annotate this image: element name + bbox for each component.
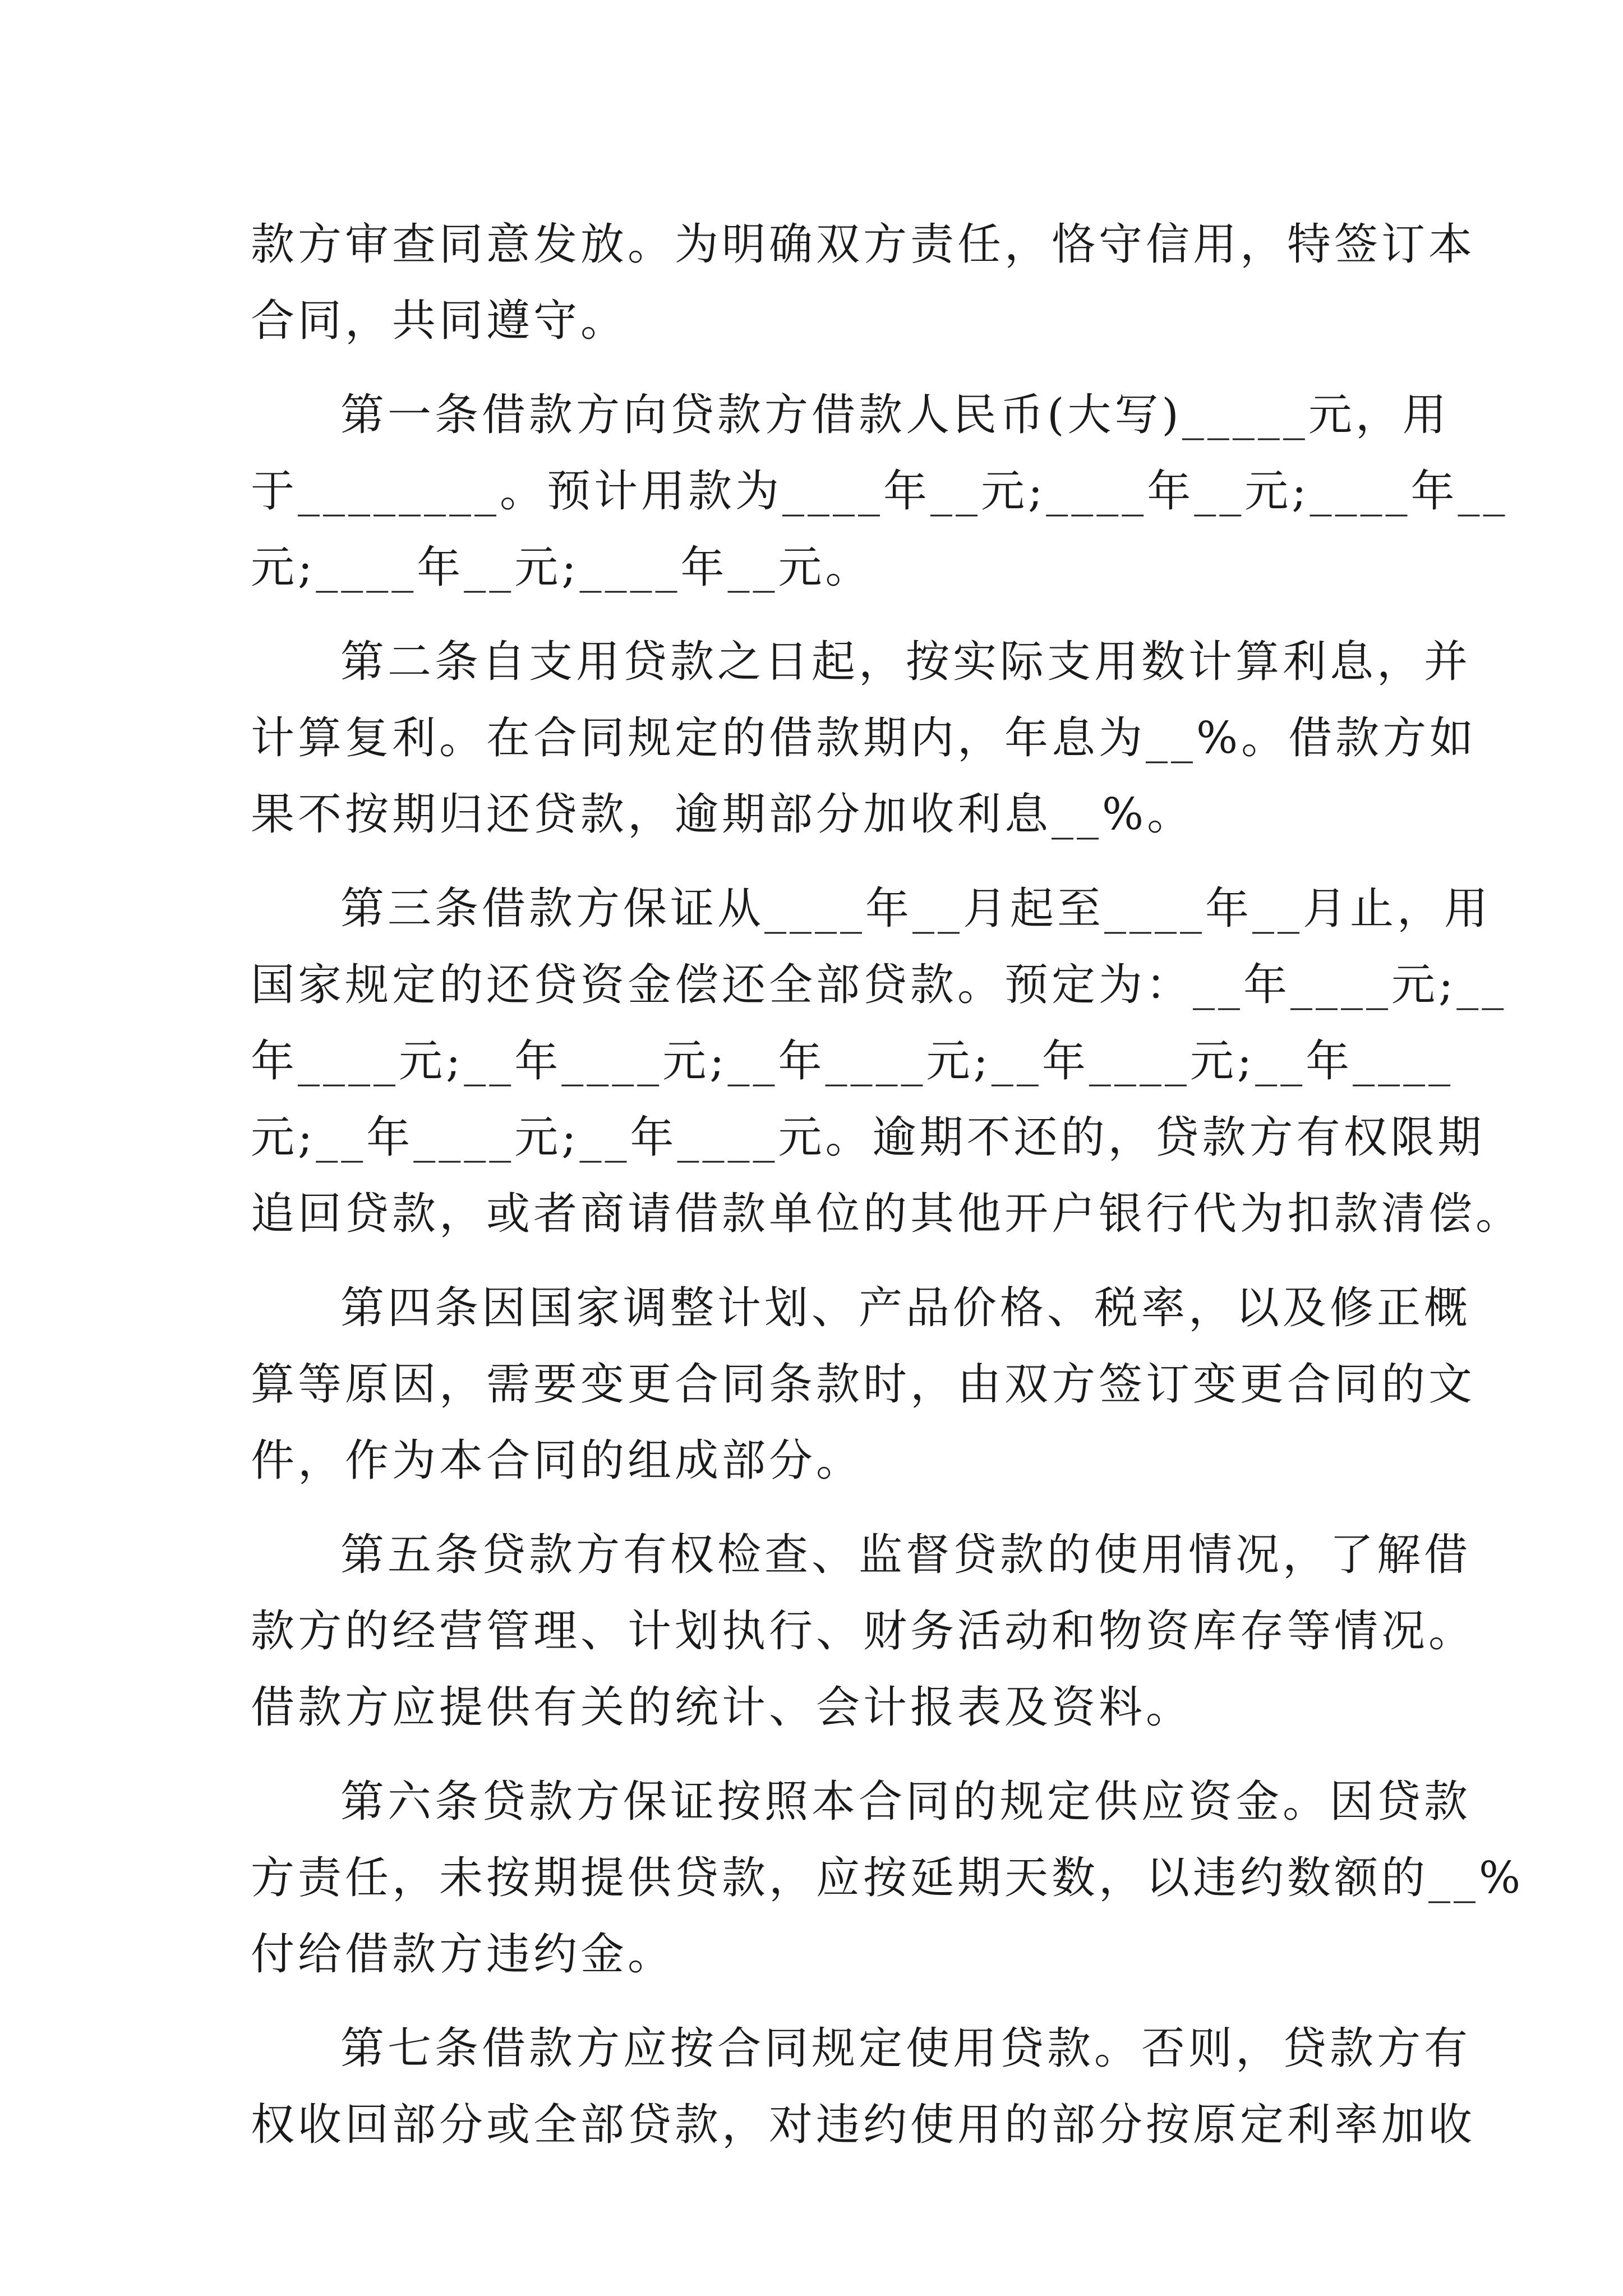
text-line: 第三条借款方保证从____年__月起至____年__月止，用	[340, 884, 1492, 934]
document-body	[251, 206, 1524, 2163]
text-line: 第四条因国家调整计划、产品价格、税率，以及修正概	[340, 1283, 1472, 1333]
paragraph	[251, 377, 1509, 606]
text-line: 第一条借款方向贷款方借款人民币(大写)_____元，用	[340, 390, 1450, 440]
paragraph	[251, 871, 1523, 1252]
text-line: 追回贷款，或者商请借款单位的其他开户银行代为扣款清偿。	[251, 1189, 1523, 1239]
text-line: 果不按期归还贷款，逾期部分加收利息__%。	[251, 789, 1195, 840]
text-line: 算等原因，需要变更合同条款时，由双方签订变更合同的文	[251, 1359, 1476, 1410]
paragraph	[251, 624, 1477, 853]
text-line: 第六条贷款方保证按照本合同的规定供应资金。因贷款	[340, 1777, 1472, 1827]
paragraph	[251, 1270, 1476, 1499]
paragraph-gap	[251, 1252, 1378, 1270]
paragraph-gap	[251, 359, 1378, 377]
paragraph-gap	[251, 1746, 1378, 1764]
paragraph-gap	[251, 853, 1378, 871]
paragraph	[251, 1517, 1476, 1746]
text-line: 权收回部分或全部贷款，对违约使用的部分按原定利率加收	[251, 2100, 1476, 2150]
text-line: 计算复利。在合同规定的借款期内，年息为__%。借款方如	[251, 713, 1477, 763]
paragraph-gap	[251, 1499, 1378, 1517]
text-line: 于________。预计用款为____年__元;____年__元;____年__	[251, 466, 1509, 517]
text-line: 合同，共同遵守。	[251, 296, 628, 346]
text-line: 元;__年____元;__年____元。逾期不还的，贷款方有权限期	[251, 1112, 1485, 1163]
text-line: 第七条借款方应按合同规定使用贷款。否则，贷款方有	[340, 2023, 1472, 2074]
text-line: 款方的经营管理、计划执行、财务活动和物资库存等情况。	[251, 1606, 1476, 1657]
paragraph-gap	[251, 606, 1378, 624]
paragraph	[251, 1764, 1524, 1993]
text-line: 第五条贷款方有权检查、监督贷款的使用情况，了解借	[340, 1530, 1472, 1580]
text-line: 第二条自支用贷款之日起，按实际支用数计算利息，并	[340, 637, 1472, 687]
text-line: 件，作为本合同的组成部分。	[251, 1435, 864, 1486]
text-line: 付给借款方违约金。	[251, 1929, 675, 1980]
paragraph	[251, 2010, 1476, 2163]
text-line: 元;____年__元;____年__元。	[251, 542, 873, 593]
text-line: 国家规定的还贷资金偿还全部贷款。预定为：__年____元;__	[251, 960, 1507, 1010]
text-line: 款方审查同意发放。为明确双方责任，恪守信用，特签订本	[251, 219, 1476, 270]
text-line: 借款方应提供有关的统计、会计报表及资料。	[251, 1682, 1193, 1733]
text-line: 年____元;__年____元;__年____元;__年____元;__年____	[251, 1036, 1454, 1087]
text-line: 方责任，未按期提供贷款，应按延期天数，以违约数额的__%	[251, 1853, 1524, 1903]
paragraph-gap	[251, 1993, 1378, 2010]
paragraph	[251, 206, 1476, 359]
